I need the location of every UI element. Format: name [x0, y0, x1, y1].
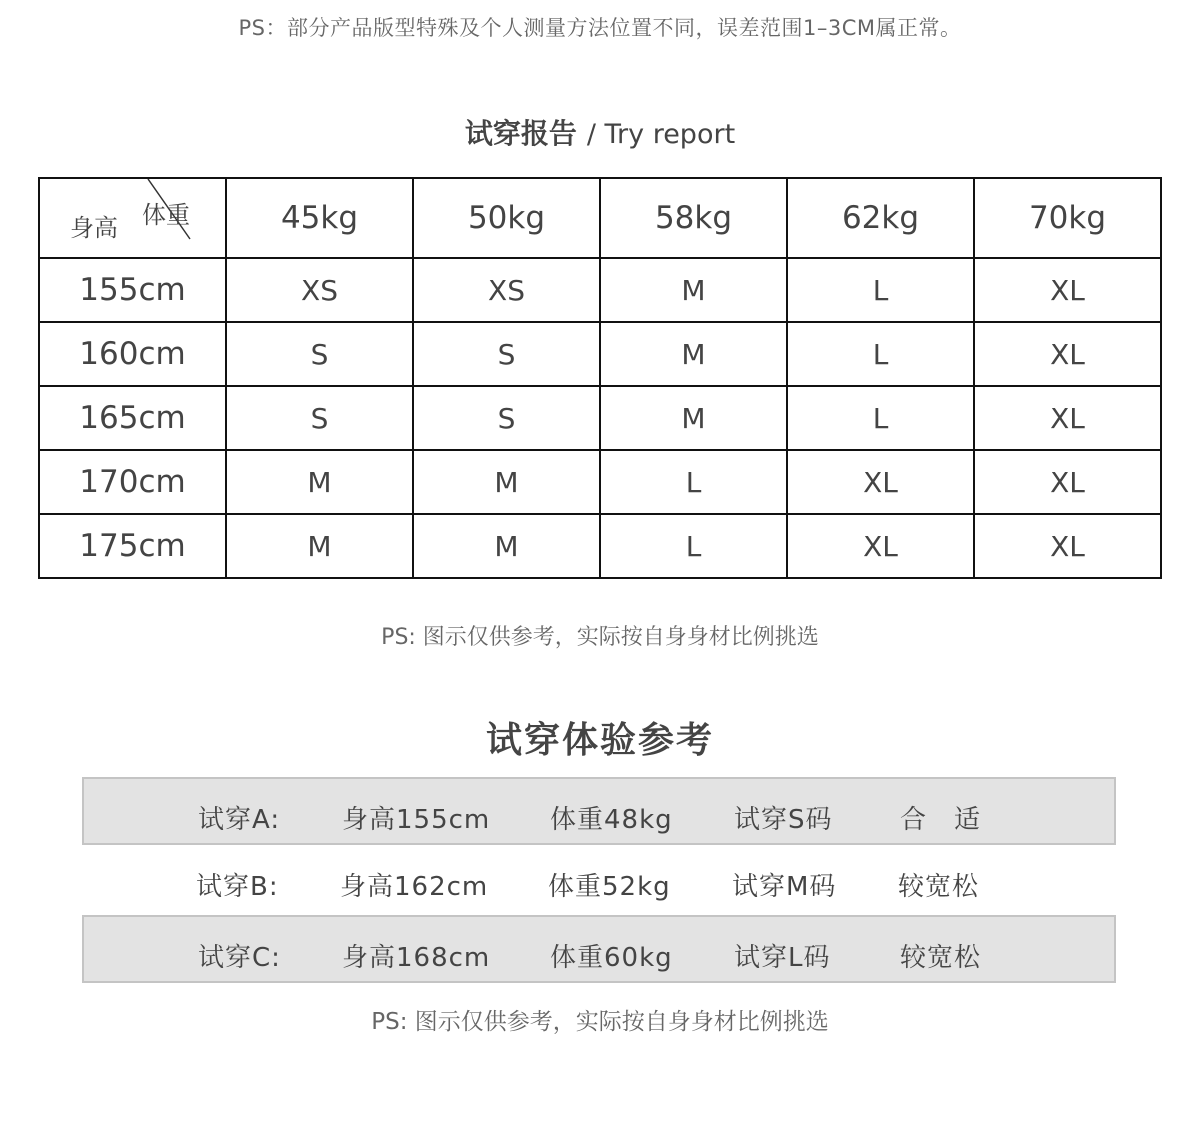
size-cell: XL: [974, 514, 1161, 578]
size-cell: L: [600, 450, 787, 514]
size-cell: XL: [787, 450, 974, 514]
table-row: [39, 450, 1161, 514]
table-row: [39, 322, 1161, 386]
experience-row-c: [82, 915, 1116, 983]
size-cell: XL: [787, 514, 974, 578]
tester-label: 试穿B:: [196, 872, 279, 902]
tester-weight: 体重52kg: [548, 872, 671, 902]
size-cell: M: [413, 514, 600, 578]
size-cell: L: [787, 386, 974, 450]
size-cell: M: [600, 386, 787, 450]
corner-cell: [39, 178, 226, 258]
table-header-row: [39, 178, 1161, 258]
diagonal-line: [40, 179, 226, 257]
try-report-title-zh: 试穿报告: [464, 117, 577, 150]
tester-weight: 体重48kg: [550, 805, 673, 835]
height-cell: 160cm: [39, 322, 226, 386]
tester-height: 身高155cm: [342, 805, 491, 835]
size-cell: XL: [974, 322, 1161, 386]
size-cell: XL: [974, 450, 1161, 514]
tester-height: 身高162cm: [340, 872, 489, 902]
tester-size: 试穿M码: [732, 872, 837, 902]
tester-fit: 合 适: [900, 805, 982, 835]
corner-weight-label: 体重: [142, 201, 190, 229]
size-cell: XL: [974, 258, 1161, 322]
tester-weight: 体重60kg: [550, 943, 673, 973]
experience-row-b: [82, 846, 1116, 914]
tester-label: 试穿A:: [198, 805, 281, 835]
size-cell: L: [787, 322, 974, 386]
height-cell: 165cm: [39, 386, 226, 450]
corner-height-label: 身高: [70, 214, 118, 242]
weight-header: 62kg: [787, 178, 974, 258]
experience-title: 试穿体验参考: [485, 720, 714, 761]
size-cell: S: [226, 322, 413, 386]
size-cell: S: [413, 386, 600, 450]
weight-header: 70kg: [974, 178, 1161, 258]
table-row: [39, 258, 1161, 322]
weight-header: 50kg: [413, 178, 600, 258]
try-report-table: [38, 177, 1162, 579]
size-cell: M: [413, 450, 600, 514]
top-note: PS：部分产品版型特殊及个人测量方法位置不同，误差范围1–3CM属正常。: [238, 16, 962, 40]
height-cell: 175cm: [39, 514, 226, 578]
size-cell: L: [787, 258, 974, 322]
size-cell: M: [226, 514, 413, 578]
middle-note: PS: 图示仅供参考，实际按自身身材比例挑选: [381, 625, 819, 650]
try-report-title: [0, 112, 1200, 152]
height-cell: 170cm: [39, 450, 226, 514]
size-cell: XS: [226, 258, 413, 322]
size-cell: M: [226, 450, 413, 514]
tester-size: 试穿S码: [734, 805, 833, 835]
size-cell: XS: [413, 258, 600, 322]
tester-fit: 较宽松: [898, 872, 980, 902]
size-cell: M: [600, 322, 787, 386]
tester-label: 试穿C:: [198, 943, 281, 973]
weight-header: 58kg: [600, 178, 787, 258]
tester-size: 试穿L码: [734, 943, 831, 973]
height-cell: 155cm: [39, 258, 226, 322]
size-cell: L: [600, 514, 787, 578]
table-row: [39, 514, 1161, 578]
weight-header: 45kg: [226, 178, 413, 258]
tester-fit: 较宽松: [900, 943, 982, 973]
size-cell: M: [600, 258, 787, 322]
try-report-title-en: / Try report: [586, 119, 736, 150]
tester-height: 身高168cm: [342, 943, 491, 973]
bottom-note: PS: 图示仅供参考，实际按自身身材比例挑选: [371, 1009, 829, 1035]
table-row: [39, 386, 1161, 450]
size-cell: XL: [974, 386, 1161, 450]
size-cell: S: [413, 322, 600, 386]
experience-row-a: [82, 777, 1116, 845]
size-cell: S: [226, 386, 413, 450]
